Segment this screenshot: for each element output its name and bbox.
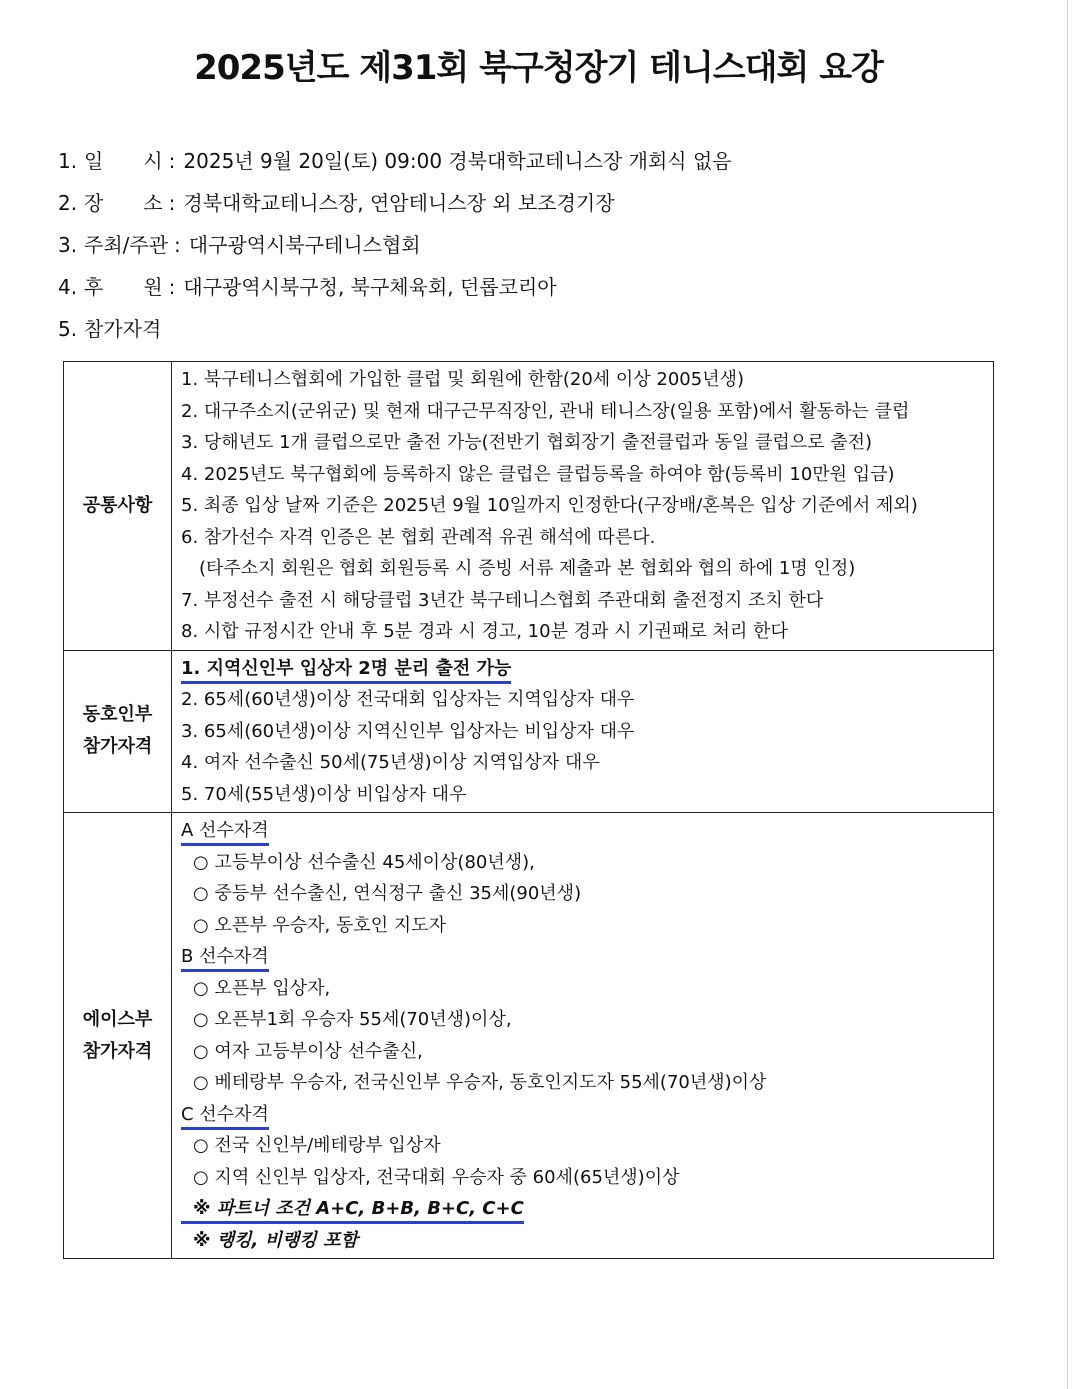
common-line: 7. 부정선수 출전 시 해당클럽 3년간 북구테니스협회 주관대회 출전정지 조치 한다 <box>181 589 824 611</box>
info-row-venue: 2. 장 소 : 경북대학교테니스장, 연암테니스장 외 보조경기장 <box>58 191 615 215</box>
group-b-item: ○ 베테랑부 우승자, 전국신인부 우승자, 동호인지도자 55세(70년생)이상 <box>193 1072 767 1093</box>
common-line: 2. 대구주소지(군위군) 및 현재 대구근무직장인, 관내 테니스장(일용 포함)에서 활동하는 클럽 <box>181 400 910 422</box>
eligibility-table <box>63 361 994 1259</box>
amateur-line <box>181 653 993 685</box>
group-b-item: ○ 여자 고등부이상 선수출신, <box>193 1040 423 1062</box>
section-header-common: 공통사항 <box>64 362 172 651</box>
group-b-item: ○ 오픈부1회 우승자 55세(70년생)이상, <box>193 1009 512 1030</box>
group-a-item: ○ 고등부이상 선수출신 45세이상(80년생), <box>193 851 535 873</box>
info-value-host: 대구광역시북구테니스협회 <box>188 233 421 257</box>
document-title: 2025년도 제31회 북구청장기 테니스대회 요강 <box>194 48 883 88</box>
info-row-sponsor: 4. 후 원 : 대구광역시북구청, 북구체육회, 던롭코리아 <box>58 275 557 299</box>
amateur-line: 2. 65세(60년생)이상 전국대회 입상자는 지역입상자 대우 <box>181 689 635 710</box>
group-c-item: ○ 지역 신인부 입상자, 전국대회 우승자 중 60세(65년생)이상 <box>193 1166 680 1188</box>
group-c-title: C 선수자격 <box>181 1099 993 1131</box>
section-common <box>64 362 994 651</box>
page-edge-line <box>1067 0 1068 1389</box>
amateur-line: 5. 70세(55년생)이상 비입상자 대우 <box>181 783 467 805</box>
section-header-amateur: 동호인부 참가자격 <box>64 650 172 813</box>
common-line: 5. 최종 입상 날짜 기준은 2025년 9월 10일까지 인정한다(구장배/혼복은 입상 기준에서 제외) <box>181 495 918 516</box>
amateur-line: 3. 65세(60년생)이상 지역신인부 입상자는 비입상자 대우 <box>181 720 635 742</box>
common-line: 8. 시합 규정시간 안내 후 5분 경과 시 경고, 10분 경과 시 기권패로 처리 한다 <box>181 621 788 642</box>
group-c-item: ○ 전국 신인부/베테랑부 입상자 <box>193 1135 441 1156</box>
section-ace <box>64 813 994 1259</box>
group-b-title: B 선수자격 <box>181 941 993 973</box>
info-value-sponsor: 대구광역시북구청, 북구체육회, 던롭코리아 <box>183 275 557 299</box>
common-line: (타주소지 회원은 협회 회원등록 시 증빙 서류 제출과 본 협회와 협의 하에 1명 인정) <box>199 558 856 579</box>
info-value-date: 2025년 9월 20일(토) 09:00 경북대학교테니스장 개회식 없음 <box>183 149 732 173</box>
section-amateur <box>64 650 994 813</box>
ranking-note: ※ 랭킹, 비랭킹 포함 <box>193 1229 358 1251</box>
info-row-host: 3. 주최/주관 : 대구광역시북구테니스협회 <box>58 233 421 257</box>
amateur-line: 4. 여자 선수출신 50세(75년생)이상 지역입상자 대우 <box>181 752 600 773</box>
group-a-title: A 선수자격 <box>181 815 993 847</box>
section-header-ace: 에이스부 참가자격 <box>64 813 172 1259</box>
group-a-item: ○ 중등부 선수출신, 연식정구 출신 35세(90년생) <box>193 883 582 904</box>
info-row-date: 1. 일 시 : 2025년 9월 20일(토) 09:00 경북대학교테니스장 개회식 없음 <box>58 149 732 173</box>
group-a-item: ○ 오픈부 우승자, 동호인 지도자 <box>193 914 446 936</box>
common-line: 1. 북구테니스협회에 가입한 클럽 및 회원에 한함(20세 이상 2005년생) <box>181 369 745 390</box>
highlighted-line: 1. 지역신인부 입상자 2명 분리 출전 가능 <box>181 657 511 684</box>
common-line: 4. 2025년도 북구협회에 등록하지 않은 클럽은 클럽등록을 하여야 함(등록비 10만원 입금) <box>181 463 895 485</box>
info-row-eligibility: 5. 참가자격 <box>58 317 162 341</box>
common-line: 6. 참가선수 자격 인증은 본 협회 관례적 유권 해석에 따른다. <box>181 526 656 548</box>
info-value-venue: 경북대학교테니스장, 연암테니스장 외 보조경기장 <box>183 191 615 215</box>
group-b-item: ○ 오픈부 입상자, <box>193 977 331 999</box>
partner-note: ※ 파트너 조건 A+C, B+B, B+C, C+C <box>181 1193 993 1225</box>
common-line: 3. 당해년도 1개 클럽으로만 출전 가능(전반기 협회장기 출전클럽과 동일 클럽으로 출전) <box>181 432 873 453</box>
